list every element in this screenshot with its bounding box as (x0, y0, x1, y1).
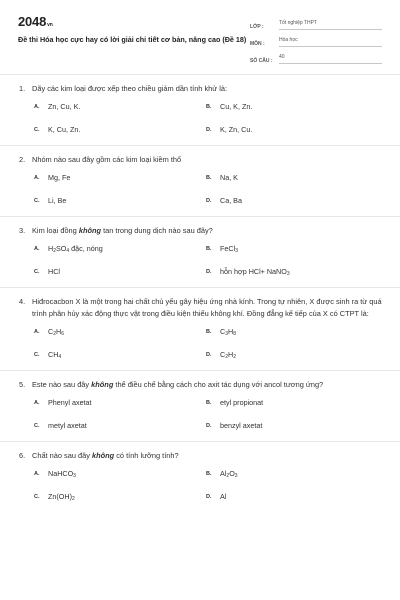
answer-option-a[interactable] (34, 237, 206, 260)
header-left (18, 14, 250, 74)
option-text: FeCl$_3$ (220, 243, 238, 254)
question-header (18, 83, 382, 95)
option-text: $H_2SO_4$ đặc, nóng (48, 243, 103, 254)
answer-option-c[interactable] (34, 189, 206, 212)
answer-options (34, 391, 382, 437)
option-label: C. (34, 493, 40, 500)
meta-row-count (250, 50, 382, 64)
answer-options (34, 462, 382, 508)
option-text: $Zn(OH)_2$ (48, 491, 75, 502)
question-number: 3. (19, 226, 26, 235)
option-label: A. (34, 470, 40, 477)
question-4 (18, 296, 382, 366)
option-text: $C_2H_2$ (220, 349, 236, 360)
option-label: B. (206, 245, 212, 252)
option-text: Ca, Ba (220, 196, 242, 205)
option-text: K, Zn, Cu. (220, 125, 253, 134)
question-header (18, 225, 382, 237)
option-text: benzyl axetat (220, 421, 263, 430)
option-label: B. (206, 103, 212, 110)
option-label: B. (206, 470, 212, 477)
option-text: $C_3H_8$ (220, 326, 236, 337)
option-text: $C_2H_6$ (48, 326, 64, 337)
answer-option-a[interactable] (34, 166, 206, 189)
divider (0, 287, 400, 288)
answer-option-a[interactable] (34, 95, 206, 118)
option-text: etyl propionat (220, 398, 264, 407)
question-number: 2. (19, 155, 26, 164)
question-6 (18, 450, 382, 508)
answer-options (34, 166, 382, 212)
answer-option-b[interactable] (206, 95, 378, 118)
meta-value: Tốt nghiệp THPT (279, 19, 382, 30)
divider (0, 74, 400, 75)
divider (0, 145, 400, 146)
option-text: Li, Be (48, 196, 67, 205)
question-number: 1. (19, 84, 26, 93)
option-text: Cu, K, Zn. (220, 102, 253, 111)
option-text: Mg, Fe (48, 173, 71, 182)
emphasis-text: không (92, 451, 115, 460)
option-label: C. (34, 422, 40, 429)
option-label: D. (206, 268, 212, 275)
answer-option-c[interactable] (34, 414, 206, 437)
option-label: D. (206, 493, 212, 500)
answer-option-d[interactable] (206, 343, 378, 366)
option-text: HCl (48, 267, 60, 276)
exam-title: Đề thi Hóa học cực hay có lời giải chi tiết cơ bản, nâng cao (Đề 18) (18, 35, 247, 44)
answer-option-a[interactable] (34, 462, 206, 485)
answer-option-b[interactable] (206, 166, 378, 189)
question-header (18, 296, 382, 320)
divider (0, 216, 400, 217)
answer-option-a[interactable] (34, 320, 206, 343)
question-text: Nhóm nào sau đây gồm các kim loại kiềm thổ (32, 155, 182, 164)
answer-options (34, 237, 382, 283)
answer-option-c[interactable] (34, 343, 206, 366)
divider (0, 441, 400, 442)
meta-label: LỚP : (250, 24, 264, 30)
question-header (18, 379, 382, 391)
option-text: Zn, Cu, K. (48, 102, 81, 111)
meta-row-class (250, 16, 382, 30)
option-label: A. (34, 328, 40, 335)
answer-option-b[interactable] (206, 237, 378, 260)
logo-text: 2048 (18, 14, 47, 29)
meta-value: 40 (279, 53, 382, 64)
meta-value: Hóa học (279, 36, 382, 47)
answer-option-d[interactable] (206, 189, 378, 212)
answer-option-b[interactable] (206, 391, 378, 414)
question-text: Dãy các kim loại được xếp theo chiều giảm dần tính khử là: (32, 84, 228, 93)
answer-option-c[interactable] (34, 118, 206, 141)
option-label: C. (34, 197, 40, 204)
option-text: NaHCO$_3$ (48, 468, 76, 479)
exam-meta (250, 16, 382, 74)
option-label: C. (34, 126, 40, 133)
emphasis-text: không (91, 380, 114, 389)
question-5 (18, 379, 382, 437)
answer-option-c[interactable] (34, 260, 206, 283)
option-text: Na, K (220, 173, 238, 182)
answer-option-d[interactable] (206, 260, 378, 283)
answer-option-c[interactable] (34, 485, 206, 508)
answer-options (34, 95, 382, 141)
option-label: A. (34, 245, 40, 252)
option-text: hỗn hợp HCl+ NaNO$_3$ (220, 266, 290, 277)
option-label: D. (206, 422, 212, 429)
answer-options (34, 320, 382, 366)
question-text: Chất nào sau đây không có tính lưỡng tính? (32, 451, 179, 460)
divider (0, 370, 400, 371)
option-text: $Al_2O_3$ (220, 468, 238, 479)
option-text: Phenyl axetat (48, 398, 92, 407)
meta-row-subject (250, 33, 382, 47)
exam-header (18, 14, 382, 74)
question-header (18, 450, 382, 462)
question-text: Kim loại đồng không tan trong dung dịch nào sau đây? (32, 226, 213, 235)
answer-option-d[interactable] (206, 118, 378, 141)
option-label: C. (34, 351, 40, 358)
question-number: 6. (19, 451, 26, 460)
option-text: $CH_4$ (48, 349, 62, 360)
option-label: A. (34, 174, 40, 181)
option-label: D. (206, 351, 212, 358)
question-number: 5. (19, 380, 26, 389)
option-label: B. (206, 328, 212, 335)
question-text: Hiđrocacbon X là một trong hai chất chủ yếu gây hiệu ứng nhà kính. Trong tự nhiên, X được sinh ra từ quá trình phân hủy xác động thực vật trong điều kiện thiếu không khí. Đồng đẳng kế tiếp của X có CTPT là: (32, 297, 382, 318)
option-text: metyl axetat (48, 421, 87, 430)
question-number: 4. (19, 297, 26, 306)
answer-option-d[interactable] (206, 485, 378, 508)
question-3 (18, 225, 382, 283)
option-label: B. (206, 174, 212, 181)
option-label: A. (34, 399, 40, 406)
emphasis-text: không (78, 226, 102, 235)
question-1 (18, 83, 382, 141)
option-text: Al (220, 492, 227, 501)
answer-option-d[interactable] (206, 414, 378, 437)
site-logo[interactable] (18, 14, 250, 29)
option-text: K, Cu, Zn. (48, 125, 81, 134)
meta-label: SỐ CÂU : (250, 58, 273, 64)
option-label: B. (206, 399, 212, 406)
answer-option-b[interactable] (206, 320, 378, 343)
answer-option-a[interactable] (34, 391, 206, 414)
option-label: C. (34, 268, 40, 275)
logo-suffix: vn (47, 22, 53, 28)
question-header (18, 154, 382, 166)
question-text: Este nào sau đây không thể điều chế bằng cách cho axit tác dụng với ancol tương ứng? (32, 380, 324, 389)
option-label: D. (206, 126, 212, 133)
option-label: A. (34, 103, 40, 110)
option-label: D. (206, 197, 212, 204)
question-2 (18, 154, 382, 212)
question-list (18, 83, 382, 508)
answer-option-b[interactable] (206, 462, 378, 485)
meta-label: MÔN : (250, 41, 265, 47)
